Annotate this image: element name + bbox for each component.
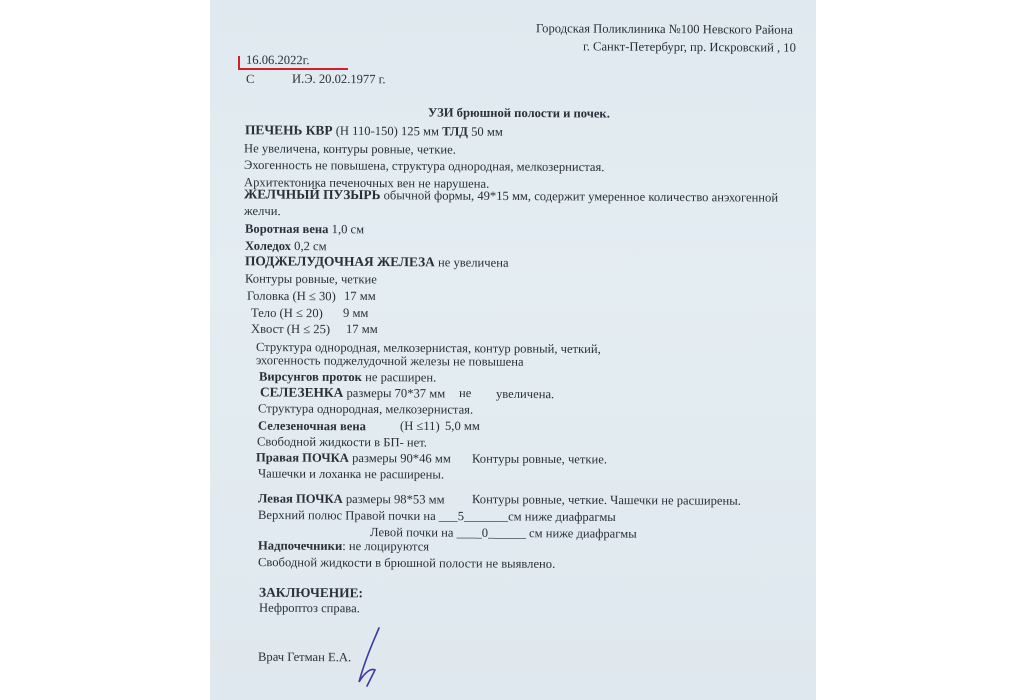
right-kidney-row: [256, 450, 451, 465]
tld-label: ТЛД: [442, 124, 468, 139]
spleen-ne: не: [459, 385, 472, 401]
document-title: УЗИ брюшной полости и почек.: [428, 105, 610, 121]
left-kidney-size: размеры 98*53 мм: [345, 491, 445, 507]
pancreas-head-value: 17 мм: [344, 288, 376, 304]
right-kidney-size: размеры 90*46 мм: [352, 450, 451, 466]
choledoch-row: [245, 239, 327, 253]
liver-line-2: Эхогенность не повышена, структура однородная, мелкозернистая.: [244, 157, 605, 175]
gallbladder-text: обычной формы, 49*15 мм, содержит умеренное количество анэхогенной: [383, 188, 779, 205]
adrenals-row: [258, 538, 429, 553]
pancreas-body-value: 9 мм: [343, 305, 369, 321]
pancreas-tail-value: 17 мм: [346, 321, 378, 337]
spleen-vein-norm: (Н ≤11): [400, 418, 440, 434]
spleen-enlarged: увеличена.: [496, 386, 555, 402]
liver-row: [245, 123, 503, 139]
right-kidney-cups: Чашечки и лоханка не расширены.: [258, 466, 444, 482]
pancreas-contours: Контуры ровные, четкие: [245, 271, 377, 287]
choledoch-label: Холедох: [245, 238, 291, 254]
liver-size: (Н 110-150) 125 мм: [335, 123, 439, 139]
gallbladder-label: ЖЕЛЧНЫЙ ПУЗЫРЬ: [244, 186, 381, 203]
red-tick-mark: [238, 56, 240, 68]
right-kidney-contours: Контуры ровные, четкие.: [472, 451, 608, 467]
conclusion-text: Нефроптоз справа.: [259, 600, 360, 616]
pancreas-echo: эхогенность поджелудочной железы не повышена: [256, 353, 524, 369]
spleen-vein-row: [258, 419, 366, 434]
clinic-address: г. Санкт-Петербург, пр. Искровский , 10: [583, 39, 796, 55]
pancreas-body-label: Тело (Н ≤ 20): [251, 305, 323, 321]
portal-vein-value: 1,0 см: [331, 222, 365, 237]
adrenals-value: : не лоцируются: [342, 538, 430, 554]
portal-vein-label: Воротная вена: [245, 221, 329, 237]
patient-name-dob: И.Э. 20.02.1977 г.: [292, 71, 386, 87]
pancreas-structure: Структура однородная, мелкозернистая, контур ровный, четкий,: [256, 339, 601, 357]
left-kidney-row: [258, 491, 445, 506]
left-kidney-contours: Контуры ровные, четкие. Чашечки не расширены.: [472, 492, 741, 508]
spleen-row: [260, 385, 445, 400]
exam-date: 16.06.2022г.: [246, 52, 310, 68]
spleen-label: СЕЛЕЗЕНКА: [260, 384, 344, 400]
tld-value: 50 мм: [471, 124, 503, 139]
doctor-name: Врач Гетман Е.А.: [258, 649, 352, 665]
pancreas-tail-label: Хвост (Н ≤ 25): [251, 321, 331, 337]
wirsung-value: не расширен.: [365, 370, 437, 385]
left-kidney-pole: Левой почки на ____0______ см ниже диафрагмы: [370, 525, 637, 541]
gallbladder-text-2: желчи.: [244, 203, 281, 219]
liver-line-3: Архитектоника печеночных вен не нарушена.: [244, 175, 490, 191]
signature-mark: [345, 620, 395, 690]
conclusion-label: ЗАКЛЮЧЕНИЕ:: [259, 584, 363, 601]
pancreas-label: ПОДЖЕЛУДОЧНАЯ ЖЕЛЕЗА: [245, 253, 435, 270]
red-underline-mark: [238, 68, 348, 70]
right-kidney-label: Правая ПОЧКА: [256, 450, 349, 465]
pancreas-status: не увеличена: [438, 255, 509, 270]
spleen-vein-value: 5,0 мм: [445, 418, 480, 434]
portal-vein-row: [245, 222, 364, 237]
adrenals-label: Надпочечники: [258, 538, 343, 553]
pancreas-head-label: Головка (Н ≤ 30): [247, 288, 336, 304]
liver-line-1: Не увеличена, контуры ровные, четкие.: [244, 141, 456, 157]
pancreas-row: [245, 254, 509, 270]
free-fluid-bp: Свободной жидкости в БП- нет.: [257, 434, 427, 450]
wirsung-label: Вирсунгов проток: [259, 369, 362, 385]
free-fluid-abdomen: Свободной жидкости в брюшной полости не выявлено.: [258, 555, 556, 571]
gallbladder-row: [244, 187, 778, 204]
document-sheet: [210, 0, 816, 700]
patient-initial: С: [246, 71, 255, 87]
right-kidney-pole: Верхний полюс Правой почки на ___5_______см ниже диафрагмы: [258, 507, 616, 525]
spleen-structure: Структура однородная, мелкозернистая.: [258, 401, 474, 417]
liver-label: ПЕЧЕНЬ КВР: [245, 122, 333, 138]
spleen-size: размеры 70*37 мм: [346, 385, 446, 401]
left-kidney-label: Левая ПОЧКА: [258, 491, 343, 506]
choledoch-value: 0,2 см: [294, 239, 327, 254]
spleen-vein-label: Селезеночная вена: [258, 418, 366, 434]
wirsung-row: [259, 369, 436, 384]
clinic-name: Городская Поликлиника №100 Невского Района: [536, 21, 793, 37]
